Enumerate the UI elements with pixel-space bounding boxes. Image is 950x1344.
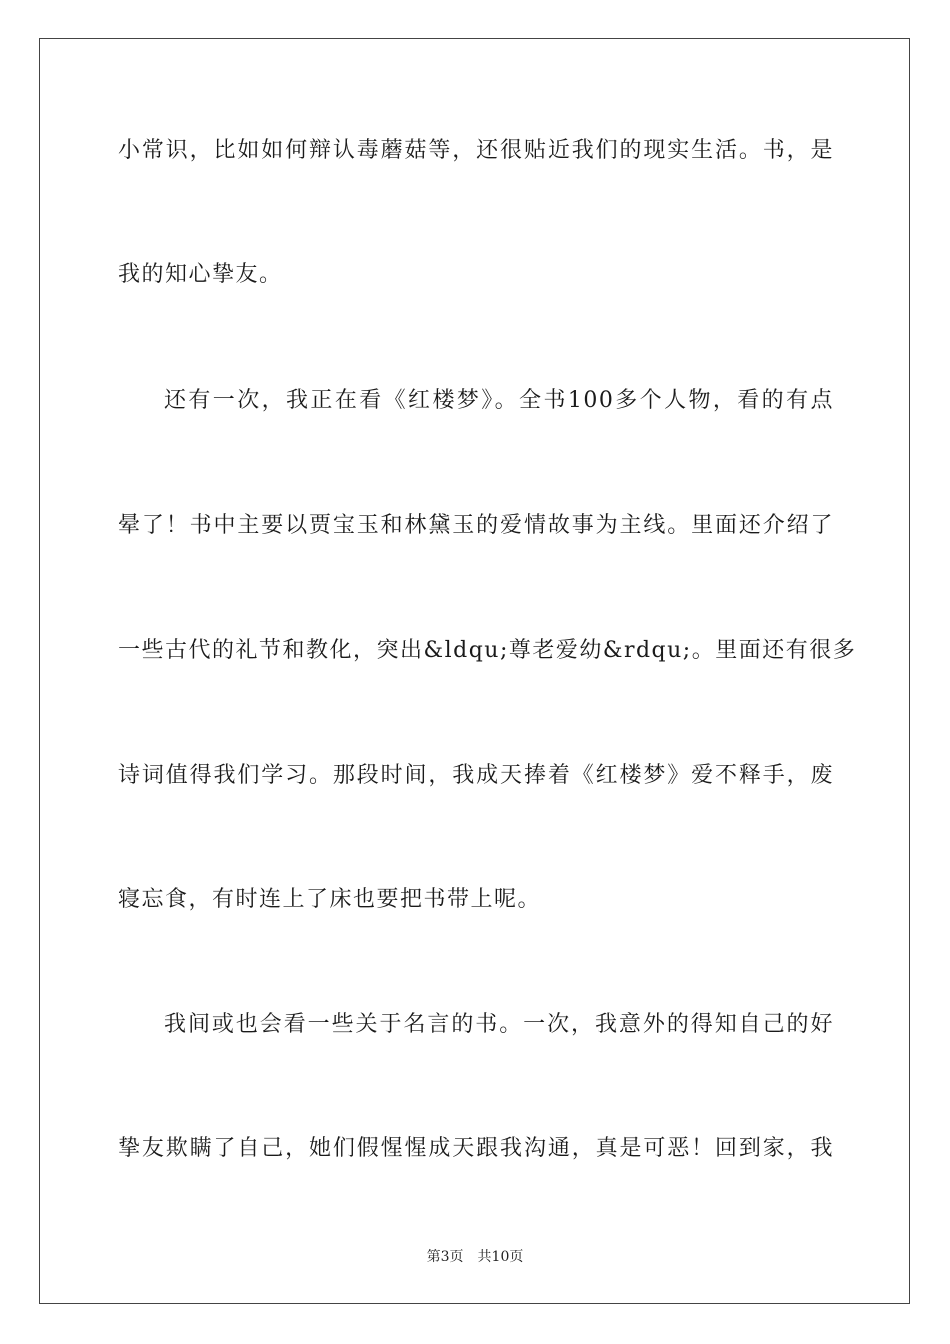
text-line: 挚友欺瞒了自己，她们假惺惺成天跟我沟通，真是可恶！回到家，我 — [118, 1136, 834, 1161]
text-line: 还有一次，我正在看《红楼梦》。全书100多个人物，看的有点 — [164, 388, 834, 413]
text-line: 小常识，比如如何辩认毒蘑菇等，还很贴近我们的现实生活。书，是 — [118, 138, 834, 163]
text-line: 我的知心挚友。 — [118, 262, 283, 287]
page-number: 第3页 — [426, 1249, 464, 1265]
text-line: 寝忘食，有时连上了床也要把书带上呢。 — [118, 887, 542, 912]
text-line: 我间或也会看一些关于名言的书。一次，我意外的得知自己的好 — [164, 1012, 834, 1037]
page-total: 共10页 — [477, 1249, 524, 1265]
page-border — [39, 38, 910, 1304]
text-line: 诗词值得我们学习。那段时间，我成天捧着《红楼梦》爱不释手，废 — [118, 763, 834, 788]
page-footer — [0, 1248, 950, 1266]
text-line: 一些古代的礼节和教化，突出&ldqu;尊老爱幼&rdqu;。里面还有很多 — [118, 638, 857, 663]
text-line: 晕了！书中主要以贾宝玉和林黛玉的爱情故事为主线。里面还介绍了 — [118, 513, 834, 538]
